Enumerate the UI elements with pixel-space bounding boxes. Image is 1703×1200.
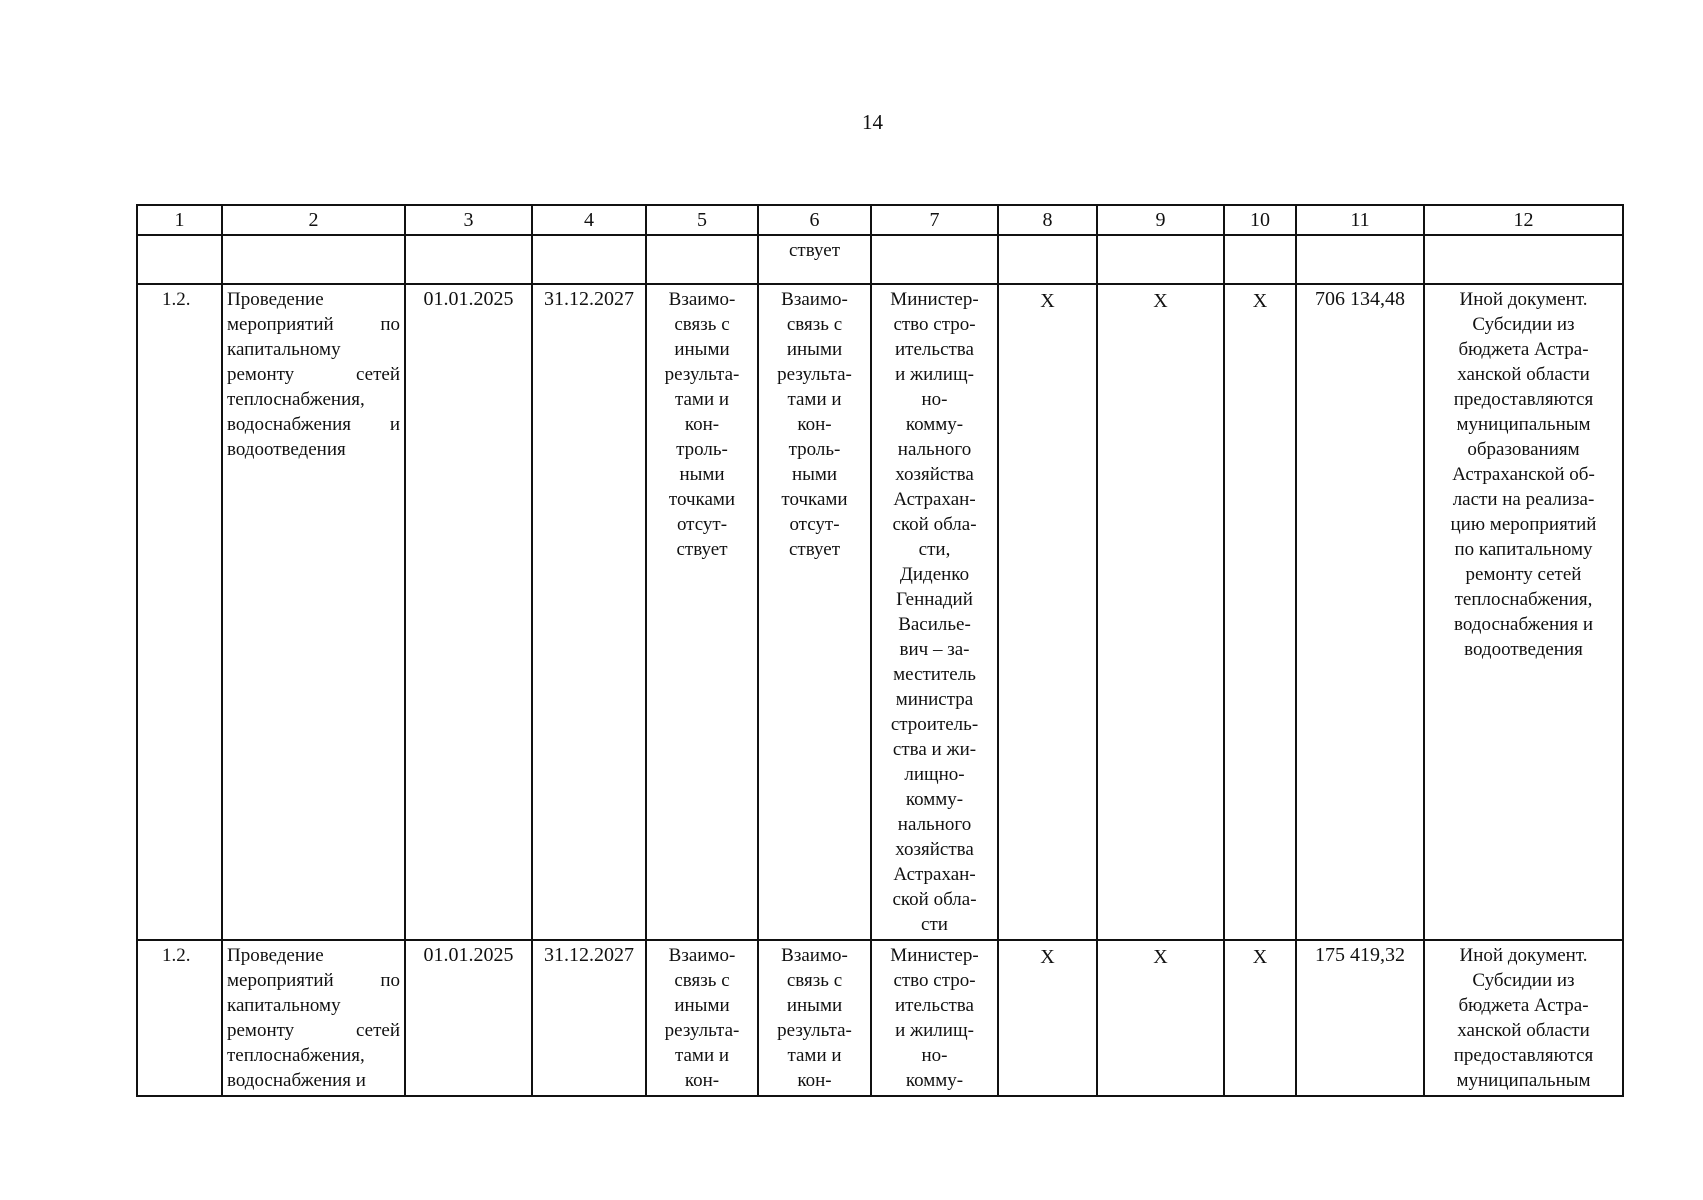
x-mark: X — [998, 284, 1097, 940]
column-header: 11 — [1296, 205, 1424, 235]
end-date: 31.12.2027 — [532, 284, 646, 940]
row-number: 1.2. — [137, 940, 222, 1096]
column-header: 4 — [532, 205, 646, 235]
activity-name: Проведение мероприятий по капитальному ремонту сетей теплоснабжения, водоснабжения и — [222, 940, 405, 1096]
activities-table — [136, 204, 1624, 1097]
document-note: Иной документ. Субсидии из бюджета Астра- ханской области предоставляются муниципальным образованиям Астраханской об- ласти на реализа- цию мероприятий по капитальному ремонту сетей теплоснабжения, водоснабжения и водоотведения — [1424, 284, 1623, 940]
column-header: 10 — [1224, 205, 1296, 235]
column-header: 9 — [1097, 205, 1224, 235]
column-header: 5 — [646, 205, 758, 235]
table-row — [137, 284, 1623, 940]
x-mark: X — [1224, 940, 1296, 1096]
column-header: 3 — [405, 205, 532, 235]
amount: 175 419,32 — [1296, 940, 1424, 1096]
row-number: 1.2. — [137, 284, 222, 940]
document-note: Иной документ. Субсидии из бюджета Астра- ханской области предоставляются муниципальным — [1424, 940, 1623, 1096]
continuation-row — [137, 235, 1623, 284]
x-mark: X — [998, 940, 1097, 1096]
column-header: 2 — [222, 205, 405, 235]
continuation-text: ствует — [758, 235, 871, 284]
column-header: 8 — [998, 205, 1097, 235]
end-date: 31.12.2027 — [532, 940, 646, 1096]
column-number-row — [137, 205, 1623, 235]
x-mark: X — [1097, 284, 1224, 940]
relation-note: Взаимо- связь с иными результа- тами и кон- — [758, 940, 871, 1096]
start-date: 01.01.2025 — [405, 940, 532, 1096]
relation-note: Взаимо- связь с иными результа- тами и кон- троль- ными точками отсут- ствует — [646, 284, 758, 940]
responsible-party: Министер- ство стро- ительства и жилищ- но- комму- — [871, 940, 998, 1096]
column-header: 1 — [137, 205, 222, 235]
relation-note: Взаимо- связь с иными результа- тами и кон- троль- ными точками отсут- ствует — [758, 284, 871, 940]
column-header: 6 — [758, 205, 871, 235]
column-header: 7 — [871, 205, 998, 235]
page-number: 14 — [862, 110, 883, 134]
table-row — [137, 940, 1623, 1096]
responsible-party: Министер- ство стро- ительства и жилищ- но- комму- нального хозяйства Астрахан- ской обла- сти, Диденко Геннадий Василье- вич – за- меститель министра строитель- ства и жи- лищно- комму- нального хозяйства Астрахан- ской обла- сти — [871, 284, 998, 940]
relation-note: Взаимо- связь с иными результа- тами и кон- — [646, 940, 758, 1096]
amount: 706 134,48 — [1296, 284, 1424, 940]
x-mark: X — [1224, 284, 1296, 940]
x-mark: X — [1097, 940, 1224, 1096]
start-date: 01.01.2025 — [405, 284, 532, 940]
column-header: 12 — [1424, 205, 1623, 235]
activity-name: Проведение мероприятий по капитальному ремонту сетей теплоснабжения, водоснабжения и водоотведения — [222, 284, 405, 940]
